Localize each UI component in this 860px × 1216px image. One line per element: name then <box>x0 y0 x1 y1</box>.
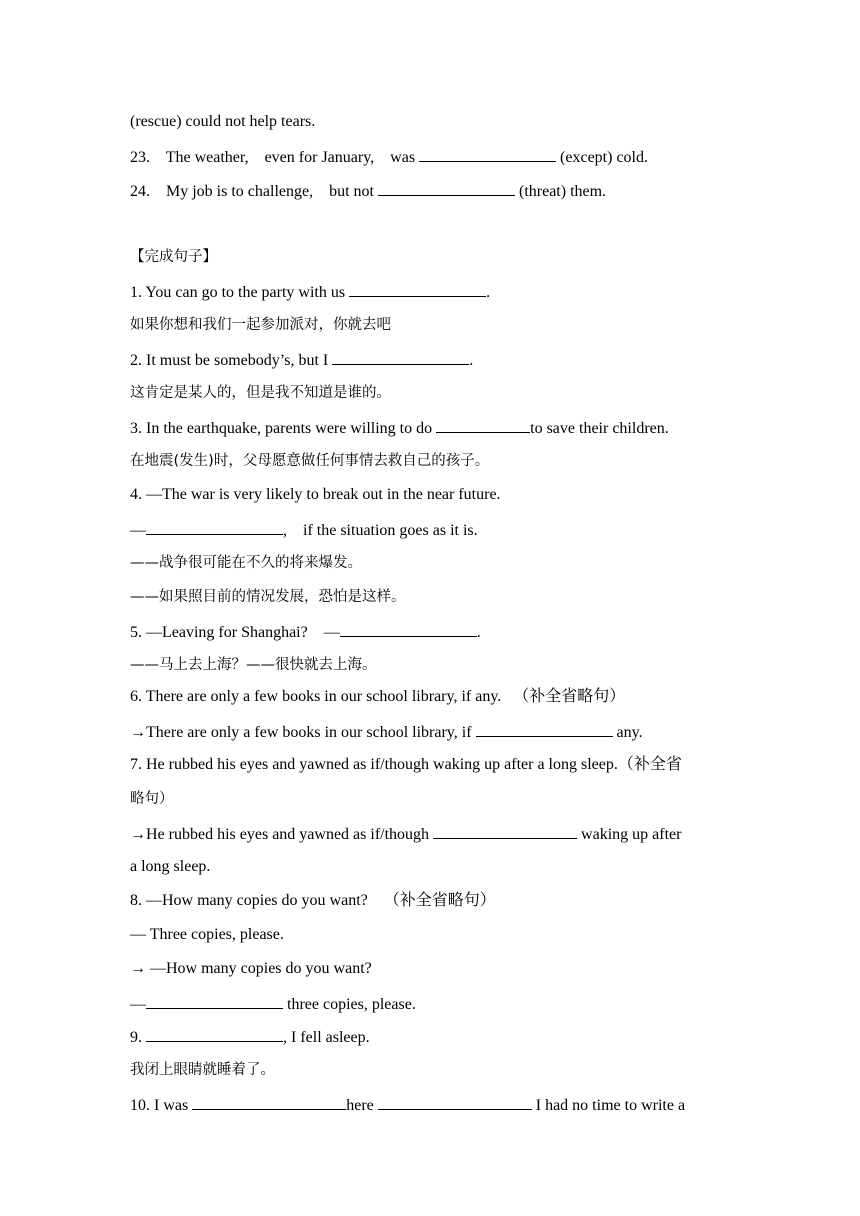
sentence-7-rewrite: →He rubbed his eyes and yawned as if/though waking up after <box>130 823 681 845</box>
answer-blank[interactable] <box>378 1094 532 1110</box>
answer-blank[interactable] <box>378 180 515 196</box>
answer-blank[interactable] <box>146 519 283 535</box>
answer-blank[interactable] <box>340 621 477 637</box>
section-heading: 【完成句子】 <box>130 249 217 265</box>
translation-1: 如果你想和我们一起参加派对，你就去吧 <box>130 317 391 333</box>
answer-blank[interactable] <box>146 993 283 1009</box>
sentence-6: 6. There are only a few books in our school library, if any. （补全省略句） <box>130 688 626 705</box>
answer-blank[interactable] <box>332 349 469 365</box>
answer-blank[interactable] <box>349 281 486 297</box>
question-23: 23. The weather, even for January, was (except) cold. <box>130 146 648 168</box>
sentence-8: 8. —How many copies do you want? （补全省略句） <box>130 892 496 909</box>
sentence-8-rewrite-reply: — three copies, please. <box>130 993 416 1015</box>
sentence-2: 2. It must be somebody’s, but I . <box>130 349 473 371</box>
sentence-3: 3. In the earthquake, parents were willing to do to save their children. <box>130 417 669 439</box>
sentence-4: 4. —The war is very likely to break out in the near future. <box>130 486 501 503</box>
translation-3: 在地震(发生)时，父母愿意做任何事情去救自己的孩子。 <box>130 453 490 469</box>
sentence-4-reply: — , if the situation goes as it is. <box>130 519 478 541</box>
answer-blank[interactable] <box>436 417 530 433</box>
sentence-6-rewrite: →There are only a few books in our school library, if any. <box>130 721 643 743</box>
translation-9: 我闭上眼睛就睡着了。 <box>130 1062 275 1078</box>
answer-blank[interactable] <box>192 1094 346 1110</box>
sentence-9: 9. , I fell asleep. <box>130 1026 370 1048</box>
sentence-7-rewrite-wrap: a long sleep. <box>130 858 211 875</box>
sentence-1: 1. You can go to the party with us . <box>130 281 490 303</box>
sentence-5: 5. —Leaving for Shanghai? — . <box>130 621 481 643</box>
sentence-8-rewrite: → —How many copies do you want? <box>130 960 372 977</box>
sentence-7: 7. He rubbed his eyes and yawned as if/though waking up after a long sleep.（补全省 <box>130 756 682 773</box>
answer-blank[interactable] <box>476 721 613 737</box>
translation-4a: ——战争很可能在不久的将来爆发。 <box>130 555 362 571</box>
translation-5: ——马上去上海？——很快就去上海。 <box>130 657 377 673</box>
answer-blank[interactable] <box>433 823 577 839</box>
translation-2: 这肯定是某人的，但是我不知道是谁的。 <box>130 385 391 401</box>
question-24: 24. My job is to challenge, but not (threat) them. <box>130 180 606 202</box>
sentence-10: 10. I was here I had no time to write a <box>130 1094 685 1116</box>
answer-blank[interactable] <box>419 146 556 162</box>
answer-blank[interactable] <box>146 1026 283 1042</box>
line-22-continuation: (rescue) could not help tears. <box>130 113 316 130</box>
sentence-7-wrap: 略句） <box>130 791 174 807</box>
translation-4b: ——如果照目前的情况发展，恐怕是这样。 <box>130 589 406 605</box>
sentence-8-reply: — Three copies, please. <box>130 926 284 943</box>
